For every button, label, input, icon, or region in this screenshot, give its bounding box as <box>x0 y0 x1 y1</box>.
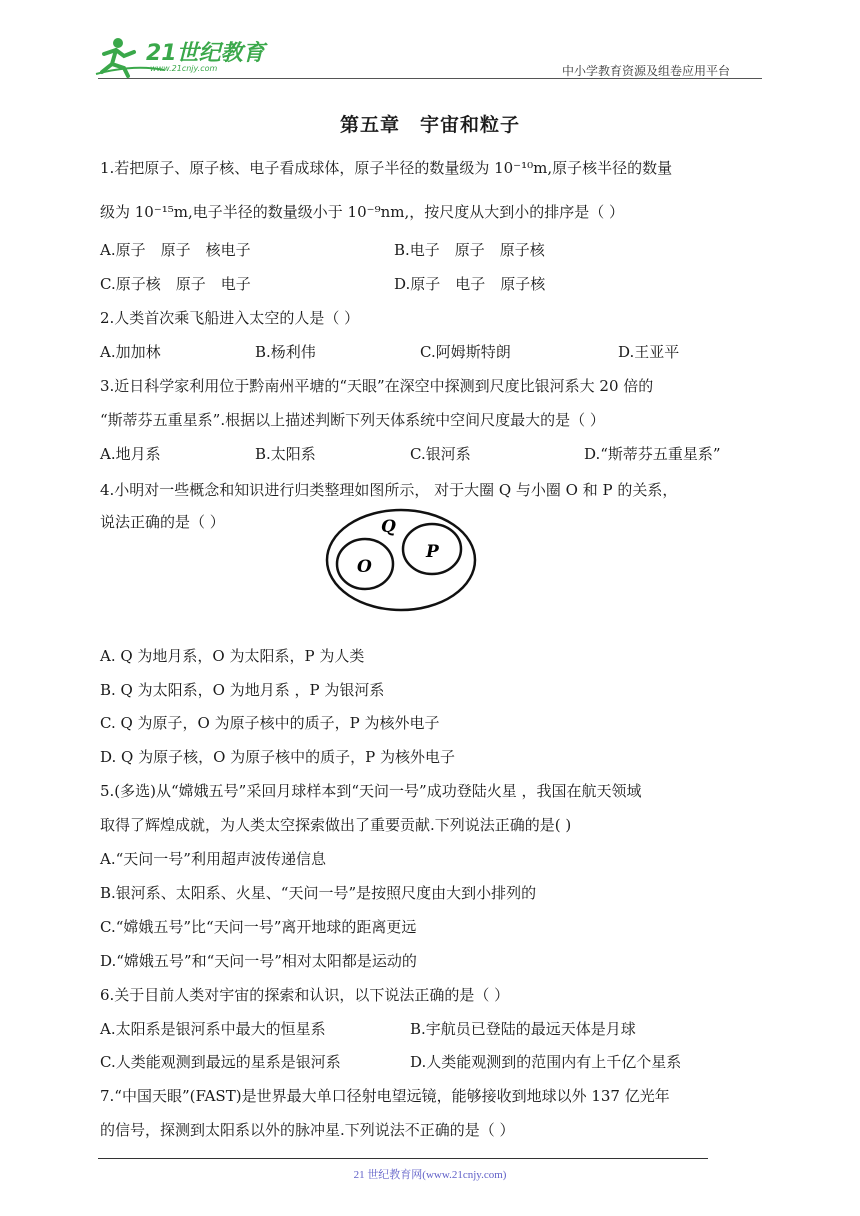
q5-option-a: A.“天问一号”利用超声波传递信息 <box>100 850 326 868</box>
q6-option-d: D.人类能观测到的范围内有上千亿个星系 <box>410 1053 682 1071</box>
header-tagline: 中小学教育资源及组卷应用平台 <box>562 64 731 78</box>
q6-option-a: A.太阳系是银河系中最大的恒星系 <box>100 1020 326 1038</box>
q2-option-a: A.加加林 <box>100 343 161 361</box>
q2-option-d: D.王亚平 <box>618 343 680 361</box>
q3-option-d: D.“斯蒂芬五重星系” <box>584 445 721 463</box>
q4-option-a: A. Q 为地月系，O 为太阳系，P 为人类 <box>100 647 365 665</box>
footer-divider <box>98 1158 708 1159</box>
q3-option-a: A.地月系 <box>100 445 161 463</box>
q1-option-a: A.原子 原子 核电子 <box>100 241 251 259</box>
q5-option-c: C.“嫦娥五号”比“天问一号”离开地球的距离更远 <box>100 918 417 936</box>
q1-option-b: B.电子 原子 原子核 <box>394 241 545 259</box>
set-diagram <box>325 508 477 616</box>
q4-option-d: D. Q 为原子核，O 为原子核中的质子，P 为核外电子 <box>100 748 456 766</box>
header-divider <box>98 78 762 79</box>
q3-option-c: C.银河系 <box>410 445 471 463</box>
q5-option-d: D.“嫦娥五号”和“天问一号”相对太阳都是运动的 <box>100 952 417 970</box>
label-o: O <box>357 557 372 577</box>
label-q: Q <box>381 517 396 537</box>
circle-q <box>327 510 475 610</box>
q3-option-b: B.太阳系 <box>255 445 316 463</box>
q5-stem-line2: 取得了辉煌成就，为人类太空探索做出了重要贡献.下列说法正确的是( ) <box>100 816 572 834</box>
q1-stem-line1: 1.若把原子、原子核、电子看成球体，原子半径的数量级为 10⁻¹⁰m,原子核半径的数量 <box>100 159 673 177</box>
logo <box>94 34 264 78</box>
q4-option-c: C. Q 为原子，O 为原子核中的质子，P 为核外电子 <box>100 714 440 732</box>
q4-option-b: B. Q 为太阳系，O 为地月系 ，P 为银河系 <box>100 681 385 699</box>
logo-url: www.21cnjy.com <box>150 64 218 73</box>
q7-stem-line2: 的信号，探测到太阳系以外的脉冲星.下列说法不正确的是（ ） <box>100 1121 515 1139</box>
q6-option-c: C.人类能观测到最远的星系是银河系 <box>100 1053 341 1071</box>
q3-stem-line2: “斯蒂芬五重星系”.根据以上描述判断下列天体系统中空间尺度最大的是（ ） <box>100 411 605 429</box>
footer-text: 21 世纪教育网(www.21cnjy.com) <box>353 1169 507 1181</box>
page-title: 第五章 宇宙和粒子 <box>339 114 520 136</box>
q4-stem-line1: 4.小明对一些概念和知识进行归类整理如图所示， 对于大圈 Q 与小圈 O 和 P 的关系， <box>100 481 678 499</box>
q6-stem: 6.关于目前人类对宇宙的探索和认识，以下说法正确的是（ ） <box>100 986 510 1004</box>
q2-stem: 2.人类首次乘飞船进入太空的人是（ ） <box>100 309 360 327</box>
label-p: P <box>426 542 439 562</box>
logo-text: 21世纪教育 <box>146 41 265 66</box>
q2-option-c: C.阿姆斯特朗 <box>420 343 511 361</box>
q3-stem-line1: 3.近日科学家利用位于黔南州平塘的“天眼”在深空中探测到尺度比银河系大 20 倍的 <box>100 377 654 395</box>
q5-stem-line1: 5.(多选)从“嫦娥五号”采回月球样本到“天问一号”成功登陆火星 ，我国在航天领域 <box>100 782 642 800</box>
q6-option-b: B.宇航员已登陆的最远天体是月球 <box>410 1020 636 1038</box>
q7-stem-line1: 7.“中国天眼”(FAST)是世界最大单口径射电望远镜，能够接收到地球以外 137 亿光年 <box>100 1087 670 1105</box>
q4-stem-line2: 说法正确的是（ ） <box>100 513 225 531</box>
q1-option-c: C.原子核 原子 电子 <box>100 275 251 293</box>
q1-option-d: D.原子 电子 原子核 <box>394 275 546 293</box>
q2-option-b: B.杨利伟 <box>255 343 316 361</box>
q5-option-b: B.银河系、太阳系、火星、“天问一号”是按照尺度由大到小排列的 <box>100 884 537 902</box>
q1-stem-line2: 级为 10⁻¹⁵m,电子半径的数量级小于 10⁻⁹nm,，按尺度从大到小的排序是（ ） <box>100 203 624 221</box>
